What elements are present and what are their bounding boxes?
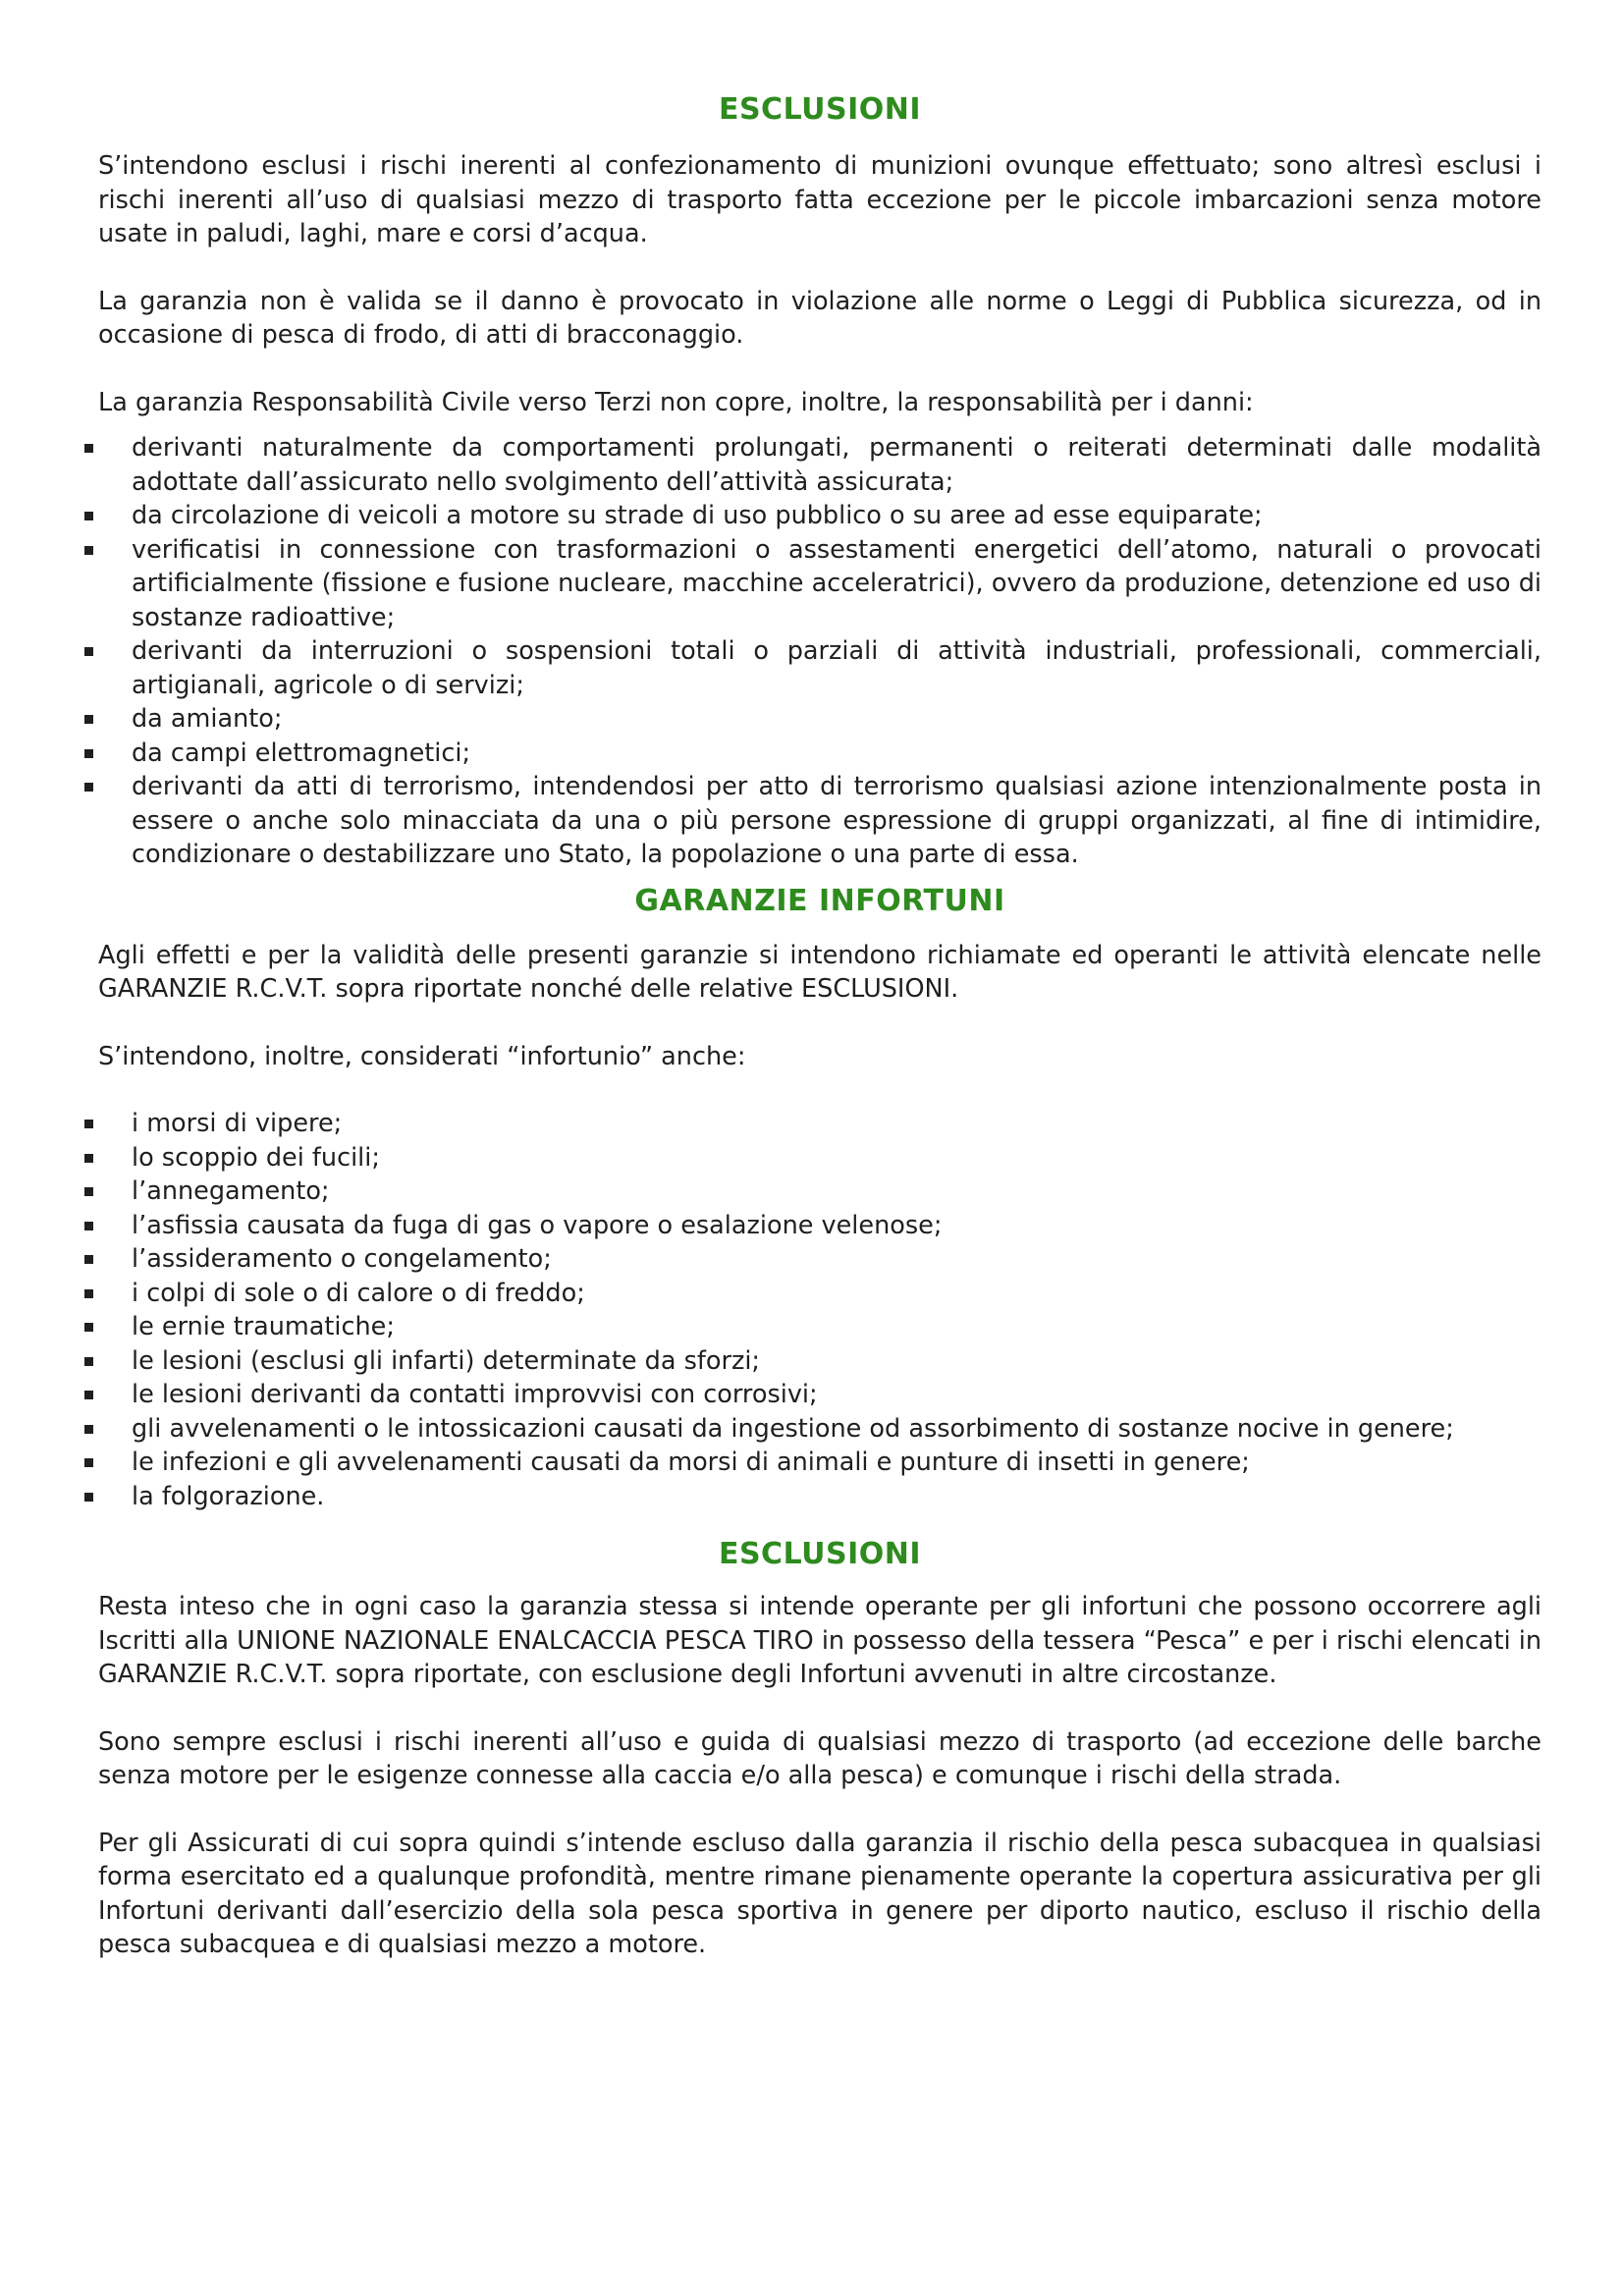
list-item bbox=[98, 1107, 1542, 1141]
bullet-icon bbox=[84, 1458, 93, 1467]
bullet-icon bbox=[84, 546, 93, 555]
list-item bbox=[98, 1344, 1542, 1379]
list-item bbox=[98, 634, 1542, 702]
list-item bbox=[98, 737, 1542, 771]
bullet-icon bbox=[84, 1391, 93, 1399]
paragraph: S’intendono esclusi i rischi inerenti al confezionamento di munizioni ovunque effettuato; sono altresì esclusi i rischi inerenti all’uso di qualsiasi mezzo di trasporto fatta eccezione per le piccole imbarcazioni senza motore usate in paludi, laghi, mare e corsi d’acqua. bbox=[98, 151, 1542, 248]
list-item-text: le infezioni e gli avvelenamenti causati da morsi di animali e punture di insetti in genere; bbox=[132, 1448, 1250, 1477]
list-item bbox=[98, 1446, 1542, 1480]
paragraph: La garanzia Responsabilità Civile verso Terzi non copre, inoltre, la responsabilità per i danni: bbox=[98, 387, 1254, 417]
paragraph: Sono sempre esclusi i rischi inerenti all’uso e guida di qualsiasi mezzo di trasporto (ad eccezione delle barche senza motore per le esigenze connesse alla caccia e/o alla pesca) e comunque i rischi della strada. bbox=[98, 1726, 1542, 1790]
list-item-text: l’asfissia causata da fuga di gas o vapore o esalazione velenose; bbox=[132, 1210, 943, 1240]
list-item bbox=[98, 1310, 1542, 1344]
bullet-icon bbox=[84, 1425, 93, 1434]
list-item-text: lo scoppio dei fucili; bbox=[132, 1142, 380, 1173]
list-item bbox=[98, 702, 1542, 737]
list-item-text: i morsi di vipere; bbox=[132, 1109, 343, 1138]
list-item-text: gli avvelenamenti o le intossicazioni causati da ingestione od assorbimento di sostanze nocive in genere; bbox=[132, 1413, 1454, 1444]
list-item-text: le lesioni (esclusi gli infarti) determinate da sforzi; bbox=[132, 1345, 761, 1376]
bullet-icon bbox=[84, 783, 93, 792]
list-item bbox=[98, 1209, 1542, 1243]
list-item-text: verificatisi in connessione con trasformazioni o assestamenti energetici dell’atomo, naturali o provocati artificialmente (fissione e fusione nucleare, macchine acceleratrici), ovvero da produzione, detenzione ed uso di sostanze radioattive; bbox=[132, 534, 1542, 632]
bullet-icon bbox=[84, 1357, 93, 1366]
list-item-text: derivanti da atti di terrorismo, intendendosi per atto di terrorismo qualsiasi azione intenzionalmente posta in essere o anche solo minacciata da una o più persone espressione di gruppi organizzati, al fine di intimidire, condizionare o destabilizzare uno Stato, la popolazione o una parte di essa. bbox=[132, 772, 1542, 869]
document-page bbox=[98, 90, 1542, 1962]
list-item-text: i colpi di sole o di calore o di freddo; bbox=[132, 1278, 585, 1308]
bullet-icon bbox=[84, 749, 93, 758]
list-item-text: da campi elettromagnetici; bbox=[132, 738, 471, 768]
list-item-text: da amianto; bbox=[132, 704, 283, 734]
bullet-icon bbox=[84, 647, 93, 656]
list-item-text: le ernie traumatiche; bbox=[132, 1312, 395, 1341]
list-item bbox=[98, 1242, 1542, 1277]
bullet-icon bbox=[84, 1493, 93, 1502]
bullet-icon bbox=[84, 1323, 93, 1332]
list-item bbox=[98, 1141, 1542, 1175]
bullet-icon bbox=[84, 1289, 93, 1298]
bullet-icon bbox=[84, 1187, 93, 1196]
list-item-text: l’annegamento; bbox=[132, 1176, 330, 1206]
list-item-text: le lesioni derivanti da contatti improvvisi con corrosivi; bbox=[132, 1380, 818, 1409]
paragraph: La garanzia non è valida se il danno è provocato in violazione alle norme o Leggi di Pubblica sicurezza, od in occasione di pesca di frodo, di atti di bracconaggio. bbox=[98, 286, 1542, 350]
list-item bbox=[98, 1277, 1542, 1311]
list-item bbox=[98, 1412, 1542, 1447]
exclusions-list bbox=[98, 431, 1542, 872]
list-item bbox=[98, 770, 1542, 872]
list-item-text: la folgorazione. bbox=[132, 1481, 325, 1511]
paragraph: Agli effetti e per la validità delle presenti garanzie si intendono richiamate ed operanti le attività elencate nelle GARANZIE R.C.V.T. sopra riportate nonché delle relative ESCLUSIONI. bbox=[98, 940, 1542, 1004]
bullet-icon bbox=[84, 1120, 93, 1128]
list-item-text: derivanti naturalmente da comportamenti prolungati, permanenti o reiterati determinati dalle modalità adottate dall’assicurato nello svolgimento dell’attività assicurata; bbox=[132, 433, 1542, 497]
list-item bbox=[98, 1378, 1542, 1412]
injury-list bbox=[98, 1107, 1542, 1513]
list-item-text: derivanti da interruzioni o sospensioni totali o parziali di attività industriali, professionali, commerciali, artigianali, agricole o di servizi; bbox=[132, 636, 1542, 700]
bullet-icon bbox=[84, 512, 93, 520]
section-title-injury: GARANZIE INFORTUNI bbox=[634, 883, 1005, 918]
list-item bbox=[98, 431, 1542, 499]
paragraph: S’intendono, inoltre, considerati “infortunio” anche: bbox=[98, 1041, 746, 1071]
list-item bbox=[98, 1175, 1542, 1209]
bullet-icon bbox=[84, 444, 93, 453]
bullet-icon bbox=[84, 1222, 93, 1230]
bullet-icon bbox=[84, 715, 93, 724]
paragraph: Per gli Assicurati di cui sopra quindi s’intende escluso dalla garanzia il rischio della pesca subacquea in qualsiasi forma esercitato ed a qualunque profondità, mentre rimane pienamente operante la copertura assicurativa per gli Infortuni derivanti dall’esercizio della sola pesca sportiva in genere per diporto nautico, escluso il rischio della pesca subacquea e di qualsiasi mezzo a motore. bbox=[98, 1828, 1542, 1959]
list-item-text: l’assideramento o congelamento; bbox=[132, 1244, 552, 1274]
paragraph: Resta inteso che in ogni caso la garanzia stessa si intende operante per gli infortuni che possono occorrere agli Iscritti alla UNIONE NAZIONALE ENALCACCIA PESCA TIRO in possesso della tessera “Pesca” e per i rischi elencati in GARANZIE R.C.V.T. sopra riportate, con esclusione degli Infortuni avvenuti in altre circostanze. bbox=[98, 1592, 1542, 1689]
bullet-icon bbox=[84, 1255, 93, 1264]
list-item bbox=[98, 1480, 1542, 1514]
bullet-icon bbox=[84, 1154, 93, 1163]
list-item bbox=[98, 533, 1542, 635]
list-item-text: da circolazione di veicoli a motore su strade di uso pubblico o su aree ad esse equiparate; bbox=[132, 501, 1263, 530]
section-title-exclusions: ESCLUSIONI bbox=[718, 1537, 922, 1571]
section-title-exclusions: ESCLUSIONI bbox=[718, 92, 922, 127]
list-item bbox=[98, 499, 1542, 533]
